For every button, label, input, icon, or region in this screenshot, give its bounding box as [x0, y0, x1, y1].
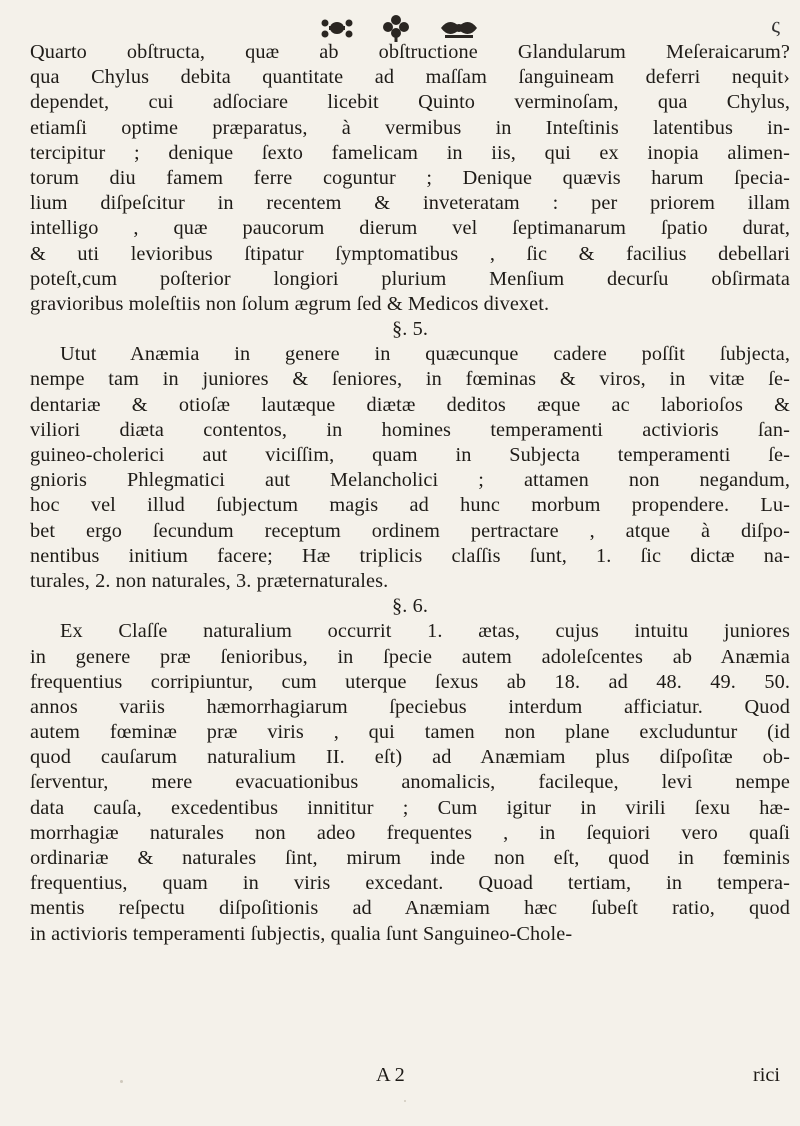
text-line: dentariæ & otioſæ lautæque diætæ deditos æque ac laborioſos & — [30, 393, 790, 416]
text-line: ſerventur, mere evacuationibus anomalicis, facileque, levi nempe — [30, 771, 790, 794]
text-line: tercipitur ; denique ſexto famelicam in iis, qui ex inopia alimen- — [30, 141, 790, 164]
right-ornament-icon — [437, 15, 481, 41]
text-line: viliori diæta contentos, in homines temperamenti activioris ſan- — [30, 418, 790, 441]
text-line: mentis reſpectu diſpoſitionis ad Anæmiam hæc ſubeſt ratio, quod — [30, 897, 790, 920]
section-6-heading: §. 6. — [392, 595, 428, 618]
center-ornament-icon — [379, 13, 413, 43]
paper-speck — [404, 1100, 406, 1102]
paper-speck — [120, 1080, 123, 1083]
text-line: & uti levioribus ſtipatur ſymptomatibus , ſic & facilius debellari — [30, 242, 790, 265]
catchword: rici — [752, 1064, 780, 1086]
text-line: qua Chylus debita quantitate ad maſſam ſanguineam deferri nequit› — [30, 66, 790, 89]
text-line: hoc vel illud ſubjectum magis ad hunc morbum propendere. Lu- — [30, 494, 790, 517]
text-line: Utut Anæmia in genere in quæcunque cadere poſſit ſubjecta, — [60, 343, 790, 366]
text-line: etiamſi optime præparatus, à vermibus in Inteſtinis latentibus in- — [30, 116, 790, 139]
text-line: in activioris temperamenti ſubjectis, qualia ſunt Sanguineo-Chole- — [30, 922, 573, 945]
text-line: lium diſpeſcitur in recentem & inveteratam : per priorem illam — [30, 192, 790, 215]
text-line: data cauſa, excedentibus innititur ; Cum igitur in virili ſexu hæ- — [30, 796, 790, 819]
text-line: frequentius corripiuntur, cum uterque ſexus ab 18. ad 48. 49. 50. — [30, 670, 790, 693]
text-line: bet ergo ſecundum receptum ordinem pertractare , atque à diſpo- — [30, 519, 790, 542]
text-line: turales, 2. non naturales, 3. præternaturales. — [30, 569, 389, 592]
body-text — [30, 40, 790, 947]
text-line: guineo-cholerici aut viciſſim, quam in Subjecta temperamenti ſe- — [30, 444, 790, 466]
left-ornament-icon — [319, 15, 355, 41]
text-line: intelligo , quæ paucorum dierum vel ſeptimanarum ſpatio durat, — [30, 217, 790, 240]
corner-mark: ς — [771, 12, 780, 37]
text-line: gnioris Phlegmatici aut Melancholici ; attamen non negandum, — [30, 469, 790, 492]
section-4 — [30, 40, 790, 317]
text-line: frequentius, quam in viris excedant. Quoad tertiam, in tempera- — [30, 872, 790, 895]
text-line: nentibus initium facere; Hæ triplicis claſſis ſunt, 1. ſic dictæ na- — [30, 544, 790, 567]
text-line: morrhagiæ naturales non adeo frequentes , in ſequiori vero quaſi — [30, 821, 790, 844]
text-line: in genere præ ſenioribus, in ſpecie autem adoleſcentes ab Anæmia — [30, 645, 790, 668]
text-line: annos variis hæmorrhagiarum ſpeciebus interdum afficiatur. Quod — [30, 695, 790, 718]
text-line: gravioribus moleſtiis non ſolum ægrum ſed & Medicos divexet. — [30, 292, 550, 315]
text-line: Ex Claſſe naturalium occurrit 1. ætas, cujus intuitu juniores — [60, 620, 790, 643]
text-line: quod cauſarum naturalium II. eſt) ad Anæmiam plus diſpoſitæ ob- — [30, 746, 790, 769]
text-line: poteſt,cum poſterior longiori plurium Menſium decurſu obſirmata — [30, 267, 790, 290]
text-line: ordinariæ & naturales ſint, mirum inde non eſt, quod in fœminis — [30, 847, 790, 869]
section-5 — [30, 342, 790, 594]
section-6 — [30, 619, 790, 946]
text-line: torum diu famem ferre coguntur ; Denique quævis harum ſpecia- — [30, 166, 790, 189]
text-line: dependet, cui adſociare licebit Quinto verminoſam, qua Chylus, — [30, 91, 790, 114]
text-line: nempe tam in juniores & ſeniores, in fœminas & viros, in vitæ ſe- — [30, 368, 790, 391]
signature-mark: A 2 — [376, 1064, 405, 1086]
text-line: autem fœminæ præ viris , qui tamen non plane excluduntur (id — [30, 721, 790, 744]
text-line: Quarto obſtructa, quæ ab obſtructione Glandularum Meſeraicarum? — [30, 41, 790, 63]
section-5-heading: §. 5. — [392, 318, 428, 341]
page-footer — [30, 1064, 790, 1094]
